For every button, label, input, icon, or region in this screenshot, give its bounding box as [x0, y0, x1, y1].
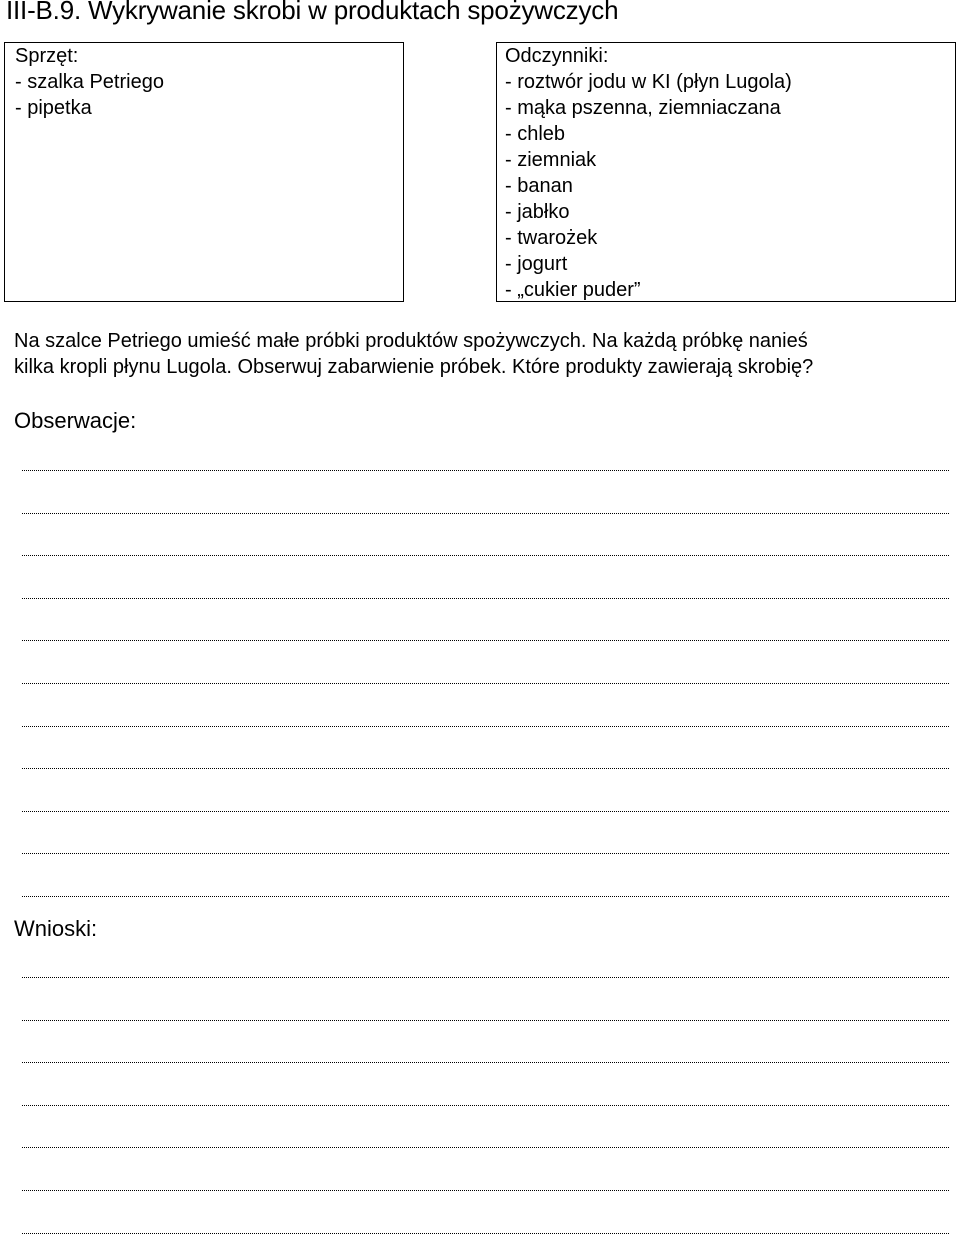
answer-line[interactable]	[22, 977, 949, 978]
answer-line[interactable]	[22, 1105, 949, 1106]
instruction-line: kilka kropli płynu Lugola. Obserwuj zabarwienie próbek. Które produkty zawierają skrobię?	[14, 356, 814, 378]
answer-line[interactable]	[22, 470, 949, 471]
equipment-item: - pipetka	[15, 97, 92, 119]
page-title: III-B.9. Wykrywanie skrobi w produktach spożywczych	[6, 0, 619, 25]
reagent-item: - jabłko	[505, 201, 570, 223]
answer-line[interactable]	[22, 513, 949, 514]
reagent-item: - banan	[505, 175, 573, 197]
reagent-item: - twarożek	[505, 227, 598, 249]
answer-line[interactable]	[22, 1147, 949, 1148]
instruction-line: Na szalce Petriego umieść małe próbki produktów spożywczych. Na każdą próbkę nanieś	[14, 330, 808, 352]
equipment-item: - szalka Petriego	[15, 71, 164, 93]
answer-line[interactable]	[22, 1190, 949, 1191]
answer-line[interactable]	[22, 811, 949, 812]
answer-line[interactable]	[22, 768, 949, 769]
answer-line[interactable]	[22, 853, 949, 854]
reagents-box	[496, 42, 956, 302]
equipment-box	[4, 42, 404, 302]
reagent-item: - chleb	[505, 123, 566, 145]
reagent-item: - „cukier puder”	[505, 279, 641, 301]
instructions-paragraph	[14, 328, 954, 380]
equipment-heading: Sprzęt:	[15, 45, 79, 67]
answer-line[interactable]	[22, 1020, 949, 1021]
answer-line[interactable]	[22, 683, 949, 684]
answer-line[interactable]	[22, 726, 949, 727]
answer-line[interactable]	[22, 1233, 949, 1234]
answer-line[interactable]	[22, 1062, 949, 1063]
answer-line[interactable]	[22, 555, 949, 556]
conclusions-label: Wnioski:	[14, 916, 98, 941]
reagent-item: - mąka pszenna, ziemniaczana	[505, 97, 781, 119]
reagent-item: - roztwór jodu w KI (płyn Lugola)	[505, 71, 792, 93]
reagent-item: - jogurt	[505, 253, 568, 275]
answer-line[interactable]	[22, 640, 949, 641]
reagent-item: - ziemniak	[505, 149, 597, 171]
answer-line[interactable]	[22, 896, 949, 897]
answer-line[interactable]	[22, 598, 949, 599]
observations-label: Obserwacje:	[14, 408, 137, 433]
reagents-heading: Odczynniki:	[505, 45, 609, 67]
